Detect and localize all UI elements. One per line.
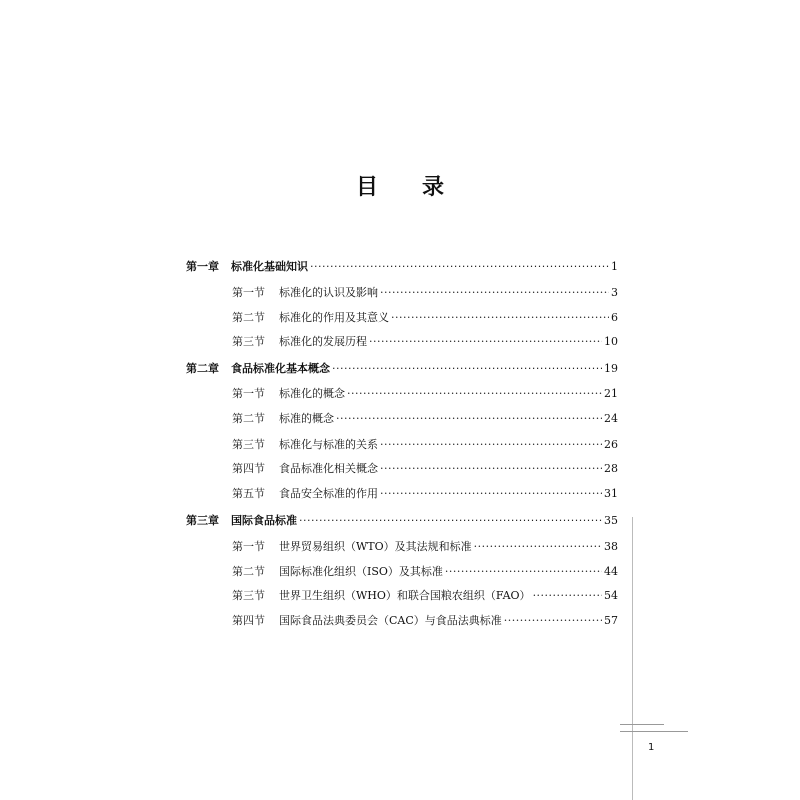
toc-number: 第二节 — [232, 311, 265, 324]
toc-leader-dots — [391, 309, 609, 327]
toc-page: 24 — [604, 412, 618, 425]
toc-leader-dots — [347, 385, 602, 403]
toc-label: 食品标准化相关概念 — [279, 462, 378, 475]
toc-label: 食品标准化基本概念 — [231, 362, 330, 375]
toc-section[interactable] — [232, 309, 618, 327]
toc-page: 44 — [604, 565, 618, 578]
toc-page: 57 — [604, 614, 618, 627]
toc-chapter[interactable] — [186, 512, 618, 530]
toc-section[interactable] — [232, 587, 618, 605]
toc-page: 26 — [604, 438, 618, 451]
toc-leader-dots — [533, 587, 602, 605]
margin-rule-long — [620, 731, 688, 732]
toc-leader-dots — [380, 284, 609, 302]
toc-page: 21 — [604, 387, 618, 400]
toc-section[interactable] — [232, 410, 618, 428]
toc-label: 国际食品法典委员会（CAC）与食品法典标准 — [279, 614, 502, 627]
toc-page: 35 — [604, 514, 618, 527]
toc-label: 标准化的概念 — [279, 387, 345, 400]
toc-page: 28 — [604, 462, 618, 475]
toc-leader-dots — [299, 512, 602, 530]
toc-label: 标准化的作用及其意义 — [279, 311, 389, 324]
toc-section[interactable] — [232, 436, 618, 454]
toc-number: 第一节 — [232, 540, 265, 553]
toc-number: 第三章 — [186, 514, 219, 527]
toc-label: 标准化基础知识 — [231, 260, 308, 273]
toc-section[interactable] — [232, 460, 618, 478]
toc-page: 10 — [604, 335, 618, 348]
toc-page: 3 — [611, 286, 618, 299]
toc-leader-dots — [504, 612, 602, 630]
toc-leader-dots — [380, 485, 602, 503]
toc-number: 第一节 — [232, 286, 265, 299]
toc-leader-dots — [310, 258, 609, 276]
margin-rule-vertical — [632, 517, 633, 800]
toc-page: 54 — [604, 589, 618, 602]
toc-section[interactable] — [232, 612, 618, 630]
toc-label: 食品安全标准的作用 — [279, 487, 378, 500]
toc-leader-dots — [445, 563, 602, 581]
toc-number: 第四节 — [232, 614, 265, 627]
toc-leader-dots — [380, 436, 602, 454]
toc-page: 38 — [604, 540, 618, 553]
toc-title-char-1: 目 — [355, 174, 378, 200]
toc-section[interactable] — [232, 538, 618, 556]
toc-page: 19 — [604, 362, 618, 375]
toc-number: 第五节 — [232, 487, 265, 500]
toc-label: 国际标准化组织（ISO）及其标准 — [279, 565, 443, 578]
toc-title-char-2: 录 — [422, 174, 445, 200]
toc-number: 第三节 — [232, 438, 265, 451]
toc-section[interactable] — [232, 563, 618, 581]
toc-chapter[interactable] — [186, 258, 618, 276]
toc-label: 国际食品标准 — [231, 514, 297, 527]
toc-label: 标准化与标准的关系 — [279, 438, 378, 451]
toc-label: 世界卫生组织（WHO）和联合国粮农组织（FAO） — [279, 589, 531, 602]
toc-number: 第三节 — [232, 335, 265, 348]
margin-rule-short — [620, 724, 664, 725]
toc-leader-dots — [380, 460, 602, 478]
toc-number: 第二章 — [186, 362, 219, 375]
toc-number: 第三节 — [232, 589, 265, 602]
toc-number: 第四节 — [232, 462, 265, 475]
toc-title — [0, 170, 800, 201]
toc-label: 标准化的发展历程 — [279, 335, 367, 348]
toc-number: 第二节 — [232, 412, 265, 425]
toc-label: 世界贸易组织（WTO）及其法规和标准 — [279, 540, 472, 553]
toc-number: 第一节 — [232, 387, 265, 400]
toc-section[interactable] — [232, 385, 618, 403]
toc-section[interactable] — [232, 284, 618, 302]
toc-label: 标准的概念 — [279, 412, 334, 425]
toc-leader-dots — [336, 410, 602, 428]
toc-page: 31 — [604, 487, 618, 500]
toc-leader-dots — [369, 333, 602, 351]
page-number: 1 — [648, 742, 655, 753]
toc-number: 第二节 — [232, 565, 265, 578]
toc-number: 第一章 — [186, 260, 219, 273]
toc-page: 6 — [611, 311, 618, 324]
toc-section[interactable] — [232, 485, 618, 503]
toc-section[interactable] — [232, 333, 618, 351]
toc-chapter[interactable] — [186, 360, 618, 378]
toc-label: 标准化的认识及影响 — [279, 286, 378, 299]
toc-leader-dots — [474, 538, 602, 556]
toc-page: 1 — [611, 260, 618, 273]
toc-leader-dots — [332, 360, 602, 378]
